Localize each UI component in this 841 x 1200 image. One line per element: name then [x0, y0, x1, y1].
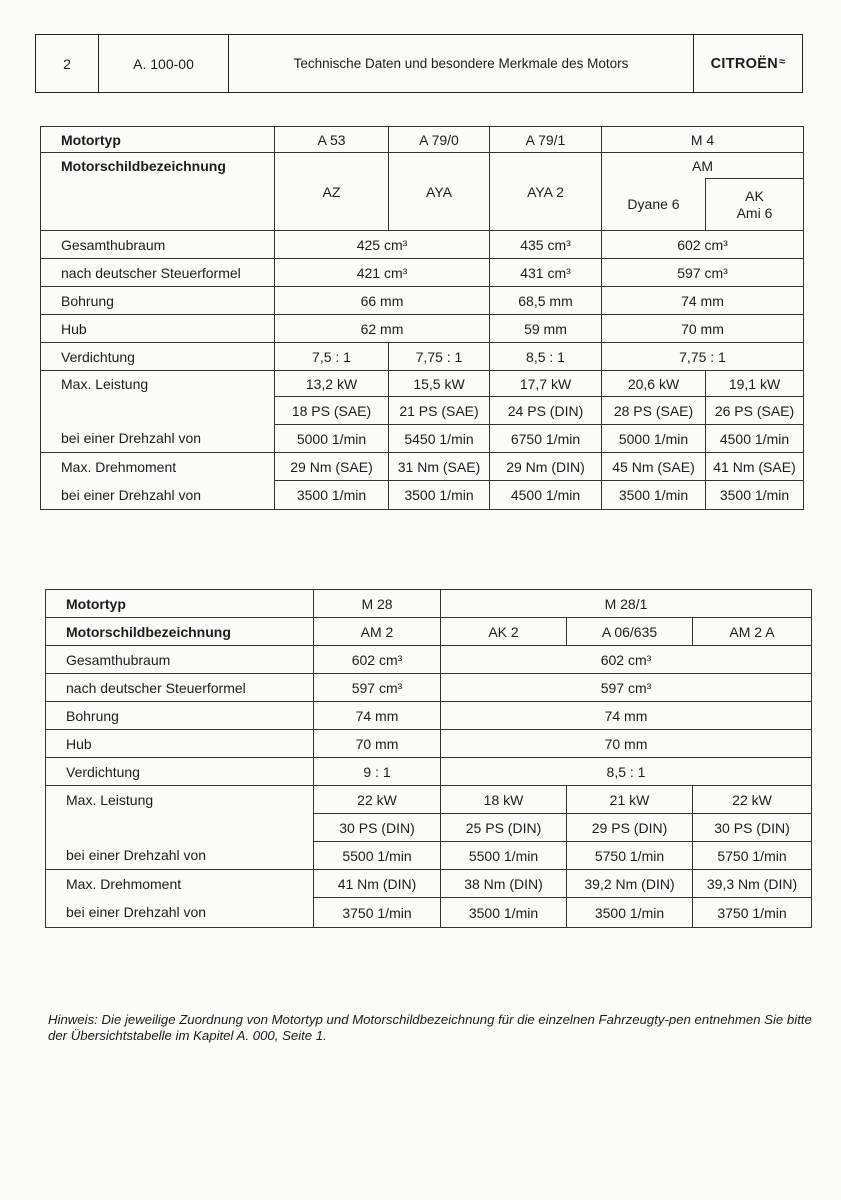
value-cell: 4500 1/min [490, 481, 602, 510]
row-label: Bohrung [41, 287, 275, 315]
value-cell: 5000 1/min [602, 425, 706, 453]
row-label: Motorschildbezeichnung [46, 618, 314, 646]
value-cell: 7,5 : 1 [275, 343, 389, 371]
value-cell: 62 mm [275, 315, 490, 343]
value-cell: 26 PS (SAE) [706, 397, 804, 425]
variant-name [706, 179, 804, 231]
value-cell: 4500 1/min [706, 425, 804, 453]
footnote: Hinweis: Die jeweilige Zuordnung von Motortyp und Motorschildbezeichnung für die einzelnen Fahrzeugty-pen entnehmen Sie bitte der Übersichtstabelle im Kapitel A. 000, Seite 1. [48, 1012, 812, 1043]
value-cell: 45 Nm (SAE) [602, 453, 706, 481]
value-cell: 3500 1/min [706, 481, 804, 510]
value-cell: 5450 1/min [389, 425, 490, 453]
engine-spec-table-2 [45, 589, 812, 928]
section-code: A. 100-00 [99, 35, 229, 92]
table-row [41, 259, 804, 287]
table-row [46, 674, 812, 702]
table-row [46, 646, 812, 674]
value-cell: 3500 1/min [275, 481, 389, 510]
value-cell: 39,2 Nm (DIN) [567, 870, 693, 898]
table-row [41, 127, 804, 153]
engine-type: A 79/1 [490, 127, 602, 153]
row-label: Motorschildbezeichnung [41, 153, 275, 179]
engine-type: M 28/1 [441, 590, 812, 618]
value-cell: 5500 1/min [441, 842, 567, 870]
value-cell: 70 mm [314, 730, 441, 758]
value-cell: 5750 1/min [693, 842, 812, 870]
value-cell: 3750 1/min [693, 898, 812, 928]
row-label: bei einer Drehzahl von [41, 425, 275, 453]
table-row [41, 287, 804, 315]
value-cell: 30 PS (DIN) [693, 814, 812, 842]
plate-code: AM 2 [314, 618, 441, 646]
table-row [46, 618, 812, 646]
value-cell: 29 PS (DIN) [567, 814, 693, 842]
table-row [46, 898, 812, 928]
value-cell: 22 kW [693, 786, 812, 814]
variant-model: Ami 6 [736, 204, 773, 221]
engine-spec-table-1 [40, 126, 804, 510]
row-label: bei einer Drehzahl von [46, 842, 314, 870]
value-cell: 602 cm³ [441, 646, 812, 674]
table-row [46, 786, 812, 814]
table-row [46, 702, 812, 730]
brand-name: CITROËN [710, 55, 778, 72]
page-header [35, 34, 803, 93]
value-cell: 29 Nm (SAE) [275, 453, 389, 481]
engine-type: A 53 [275, 127, 389, 153]
row-label: Verdichtung [41, 343, 275, 371]
table-row [41, 425, 804, 453]
value-cell: 68,5 mm [490, 287, 602, 315]
value-cell: 74 mm [441, 702, 812, 730]
plate-code: AYA 2 [490, 153, 602, 231]
value-cell: 435 cm³ [490, 231, 602, 259]
table-row [46, 870, 812, 898]
row-label: Motortyp [41, 127, 275, 153]
value-cell: 9 : 1 [314, 758, 441, 786]
value-cell: 22 kW [314, 786, 441, 814]
value-cell: 39,3 Nm (DIN) [693, 870, 812, 898]
value-cell: 21 PS (SAE) [389, 397, 490, 425]
row-label: Max. Leistung [46, 786, 314, 814]
engine-type: M 4 [602, 127, 804, 153]
table-row [46, 814, 812, 842]
value-cell: 74 mm [314, 702, 441, 730]
value-cell: 597 cm³ [314, 674, 441, 702]
value-cell: 41 Nm (DIN) [314, 870, 441, 898]
row-label: nach deutscher Steuerformel [41, 259, 275, 287]
value-cell: 3750 1/min [314, 898, 441, 928]
value-cell: 31 Nm (SAE) [389, 453, 490, 481]
value-cell: 3500 1/min [567, 898, 693, 928]
page-number: 2 [36, 35, 99, 92]
value-cell: 7,75 : 1 [389, 343, 490, 371]
value-cell: 602 cm³ [602, 231, 804, 259]
value-cell: 66 mm [275, 287, 490, 315]
value-cell: 602 cm³ [314, 646, 441, 674]
plate-code: AYA [389, 153, 490, 231]
value-cell: 19,1 kW [706, 371, 804, 397]
table-row [46, 842, 812, 870]
value-cell: 431 cm³ [490, 259, 602, 287]
table-row [41, 371, 804, 397]
value-cell: 5750 1/min [567, 842, 693, 870]
table-row [41, 231, 804, 259]
value-cell: 8,5 : 1 [441, 758, 812, 786]
plate-code: AK 2 [441, 618, 567, 646]
value-cell: 3500 1/min [389, 481, 490, 510]
value-cell: 20,6 kW [602, 371, 706, 397]
value-cell: 29 Nm (DIN) [490, 453, 602, 481]
variant-code: AK [745, 187, 764, 204]
row-label: Max. Drehmoment [41, 453, 275, 481]
value-cell: 24 PS (DIN) [490, 397, 602, 425]
row-label: Gesamthubraum [41, 231, 275, 259]
value-cell: 17,7 kW [490, 371, 602, 397]
row-label-spacer [46, 814, 314, 842]
table-row [41, 397, 804, 425]
row-label: Max. Drehmoment [46, 870, 314, 898]
value-cell: 18 kW [441, 786, 567, 814]
value-cell: 597 cm³ [602, 259, 804, 287]
value-cell: 15,5 kW [389, 371, 490, 397]
engine-type: M 28 [314, 590, 441, 618]
row-label: Max. Leistung [41, 371, 275, 397]
table-row [41, 153, 804, 179]
engine-type: A 79/0 [389, 127, 490, 153]
row-label: nach deutscher Steuerformel [46, 674, 314, 702]
row-label-spacer [41, 397, 275, 425]
value-cell: 28 PS (SAE) [602, 397, 706, 425]
row-label: Motortyp [46, 590, 314, 618]
table-row [41, 315, 804, 343]
brand-logo [694, 35, 802, 92]
row-label: Bohrung [46, 702, 314, 730]
value-cell: 5500 1/min [314, 842, 441, 870]
value-cell: 597 cm³ [441, 674, 812, 702]
value-cell: 59 mm [490, 315, 602, 343]
value-cell: 3500 1/min [441, 898, 567, 928]
value-cell: 30 PS (DIN) [314, 814, 441, 842]
double-chevron-icon: ≈ [779, 55, 786, 68]
value-cell: 70 mm [441, 730, 812, 758]
row-label: Hub [46, 730, 314, 758]
plate-code: A 06/635 [567, 618, 693, 646]
value-cell: 38 Nm (DIN) [441, 870, 567, 898]
table-row [46, 590, 812, 618]
row-label: bei einer Drehzahl von [46, 898, 314, 928]
value-cell: 3500 1/min [602, 481, 706, 510]
value-cell: 13,2 kW [275, 371, 389, 397]
value-cell: 70 mm [602, 315, 804, 343]
value-cell: 7,75 : 1 [602, 343, 804, 371]
value-cell: 8,5 : 1 [490, 343, 602, 371]
value-cell: 6750 1/min [490, 425, 602, 453]
table-row [41, 453, 804, 481]
row-label: Gesamthubraum [46, 646, 314, 674]
row-label: bei einer Drehzahl von [41, 481, 275, 510]
value-cell: 41 Nm (SAE) [706, 453, 804, 481]
row-label: Hub [41, 315, 275, 343]
value-cell: 25 PS (DIN) [441, 814, 567, 842]
row-label-spacer [41, 179, 275, 231]
value-cell: 18 PS (SAE) [275, 397, 389, 425]
value-cell: 21 kW [567, 786, 693, 814]
row-label: Verdichtung [46, 758, 314, 786]
table-row [41, 481, 804, 510]
value-cell: 74 mm [602, 287, 804, 315]
plate-code: AZ [275, 153, 389, 231]
plate-code: AM [602, 153, 804, 179]
value-cell: 5000 1/min [275, 425, 389, 453]
table-row [46, 730, 812, 758]
value-cell: 421 cm³ [275, 259, 490, 287]
plate-code: AM 2 A [693, 618, 812, 646]
table-row [41, 343, 804, 371]
variant-name: Dyane 6 [602, 179, 706, 231]
page-title: Technische Daten und besondere Merkmale des Motors [229, 35, 694, 92]
table-row [46, 758, 812, 786]
value-cell: 425 cm³ [275, 231, 490, 259]
